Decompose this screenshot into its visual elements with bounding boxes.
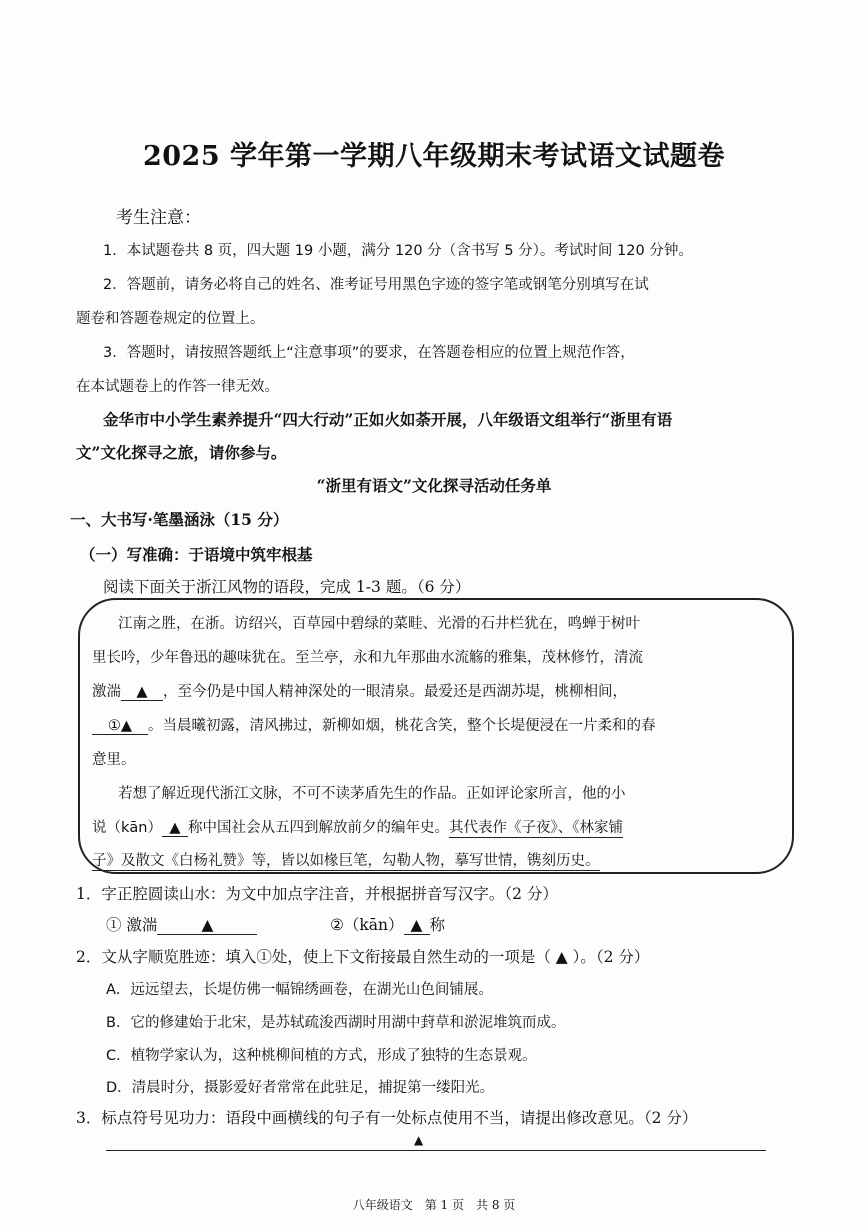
notice-item-3: 3．答题时，请按照答题纸上“注意事项”的要求，在答题卷相应的位置上规范作答， <box>103 345 635 361</box>
passage-text: ，至今仍是中国人精神深处的一眼清泉。最爱还是西湖苏堤，桃柳相间， <box>163 684 627 700</box>
passage-line-1: 江南之胜，在浙。访绍兴，百草园中碧绿的菜畦、光滑的石井栏犹在，鸣蝉于树叶 <box>118 616 640 632</box>
passage-line-7 <box>92 816 623 837</box>
q1-b-label: ②（kān） <box>330 916 404 934</box>
passage-line-5: 意里。 <box>92 752 136 768</box>
fill-blank-1: ①▲ <box>92 718 148 735</box>
subsection-heading: （一）写准确：于语境中筑牢根基 <box>80 545 313 564</box>
underlined-sentence: 子》及散文《白杨礼赞》等，皆以如椽巨笔，勾勒人物，摹写世情，镌刻历史。 <box>92 853 600 869</box>
fill-blank: ▲ <box>121 684 163 701</box>
notice-item-1: 1．本试题卷共 8 页，四大题 19 小题，满分 120 分（含书写 5 分）。考试时间 120 分钟。 <box>103 243 693 259</box>
page-footer: 八年级语文 第 1 页 共 8 页 <box>352 1198 516 1212</box>
question-2-stem: 2．文从字顺览胜迹：填入①处，使上下文衔接最自然生动的一项是（ ▲ ）。（2 分） <box>76 948 650 966</box>
task-title: “浙里有语文”文化探寻活动任务单 <box>316 476 552 495</box>
question-1-item-a <box>106 913 257 935</box>
answer-marker: ▲ <box>414 1133 424 1147</box>
option-c: C．植物学家认为，这种桃柳间植的方式，形成了独特的生态景观。 <box>106 1048 537 1064</box>
notice-item-2: 2．答题前，请务必将自己的姓名、准考证号用黑色字迹的签字笔或钢笔分别填写在试 <box>103 277 649 293</box>
answer-blank: ▲ <box>157 916 257 935</box>
option-a: A．远远望去，长堤仿佛一幅锦绣画卷，在湖光山色间铺展。 <box>106 982 493 998</box>
section-heading: 一、大书写·笔墨涵泳（15 分） <box>70 510 289 529</box>
intro-line-1: 金华市中小学生素养提升“四大行动”正如火如荼开展，八年级语文组举行“浙里有语 <box>103 410 673 429</box>
notice-item-3-cont: 在本试题卷上的作答一律无效。 <box>76 379 279 395</box>
answer-line <box>106 1150 766 1151</box>
intro-line-2: 文”文化探寻之旅，请你参与。 <box>76 443 287 462</box>
passage-text: 称中国社会从五四到解放前夕的编年史。 <box>187 820 449 836</box>
notice-item-2-cont: 题卷和答题卷规定的位置上。 <box>76 311 265 327</box>
passage-line-3 <box>92 680 627 701</box>
reading-instruction: 阅读下面关于浙江风物的语段，完成 1-3 题。（6 分） <box>103 578 471 596</box>
passage-text: 说（kān） <box>92 820 162 836</box>
option-d: D．清晨时分，摄影爱好者常常在此驻足，捕捉第一缕阳光。 <box>106 1080 495 1096</box>
q1-b-tail: 称 <box>429 916 446 934</box>
passage-text: 。当晨曦初露，清风拂过，新柳如烟，桃花含笑，整个长堤便浸在一片柔和的春 <box>148 718 656 734</box>
q1-a-label: ① 激湍 <box>106 916 158 934</box>
question-3-stem: 3．标点符号见功力：语段中画横线的句子有一处标点使用不当，请提出修改意见。（2 分） <box>76 1109 698 1127</box>
passage-text: 激湍 <box>92 684 121 700</box>
passage-line-4 <box>92 714 656 735</box>
passage-line-8 <box>92 849 600 870</box>
fill-blank: ▲ <box>162 820 188 837</box>
question-1-stem: 1．字正腔圆读山水：为文中加点字注音，并根据拼音写汉字。（2 分） <box>76 885 558 903</box>
passage-line-6: 若想了解近现代浙江文脉，不可不读茅盾先生的作品。正如评论家所言，他的小 <box>118 786 626 802</box>
exam-title: 2025 学年第一学期八年级期末考试语文试题卷 <box>142 141 726 172</box>
underlined-sentence: 其代表作《子夜》、《林家铺 <box>448 820 623 836</box>
passage-line-2: 里长吟，少年鲁迅的趣味犹在。至兰亭，永和九年那曲水流觞的雅集，茂林修竹，清流 <box>92 650 643 666</box>
question-1-item-b <box>330 913 445 935</box>
option-b: B．它的修建始于北宋，是苏轼疏浚西湖时用湖中葑草和淤泥堆筑而成。 <box>106 1015 566 1031</box>
notice-heading: 考生注意： <box>116 208 201 228</box>
answer-blank: ▲ <box>404 916 430 935</box>
